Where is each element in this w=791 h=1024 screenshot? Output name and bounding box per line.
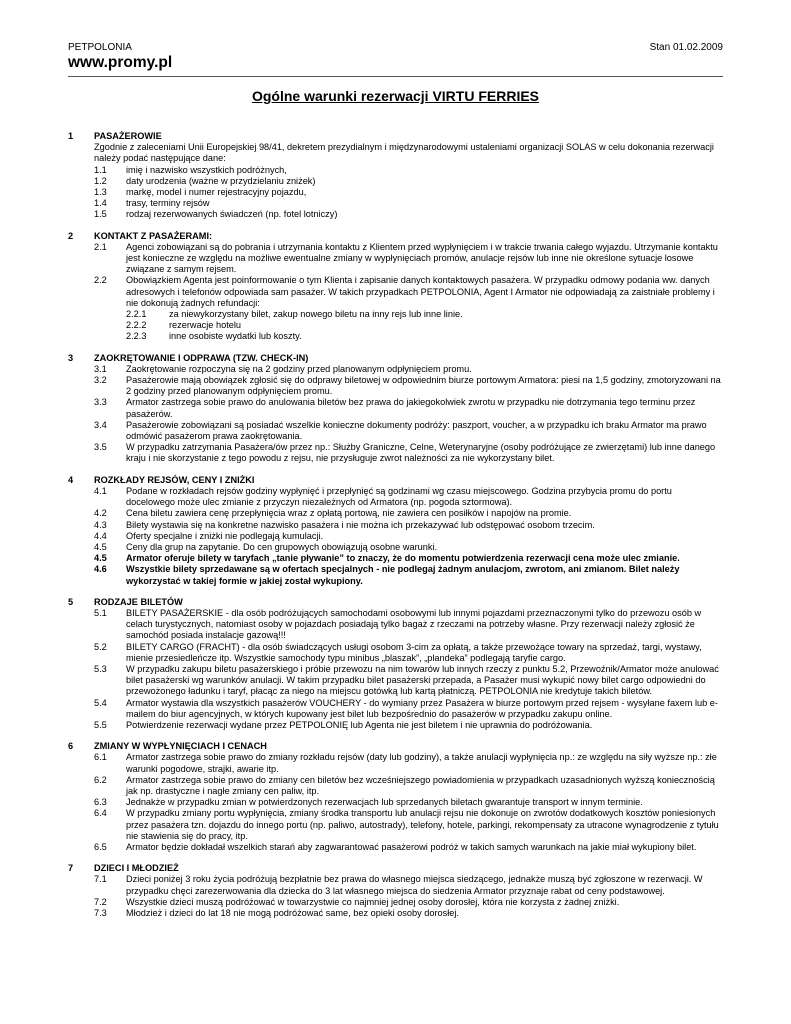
- clause-number: 5.4: [94, 697, 107, 708]
- section-number: 3: [68, 352, 74, 363]
- clause-text: trasy, terminy rejsów: [126, 198, 210, 209]
- section-heading: [68, 475, 723, 486]
- clause-number: 1.3: [94, 187, 107, 198]
- clause: [68, 520, 723, 531]
- clause-number: 6.3: [94, 797, 107, 808]
- section-heading: [68, 131, 723, 142]
- section-heading: [68, 863, 723, 874]
- section-number: 4: [68, 474, 74, 485]
- clause-number: 6.1: [94, 752, 107, 763]
- clause: [68, 508, 723, 519]
- clause-number: 1.2: [94, 175, 107, 186]
- clause-number: 7.1: [94, 874, 107, 885]
- clause-text: Bilety wystawia się na konkretne nazwisko pasażera i nie można ich przekazywać lub odstępować osobom trzecim.: [126, 519, 595, 530]
- clause-number: 4.6: [94, 564, 107, 575]
- clause-text: Wszystkie bilety sprzedawane są w ofertach specjalnych - nie podlegaj żadnym anulacjom, zwrotom, ani zmianom. Bilet należy wykorzystać w takiej formie w jakiej został wykupiony.: [126, 564, 680, 586]
- clause-text: Potwierdzenie rezerwacji wydane przez PETPOLONIĘ lub Agenta nie jest biletem i nie uprawnia do podróżowania.: [126, 719, 593, 730]
- clause: [68, 797, 723, 808]
- clause-number: 2.2.2: [126, 320, 147, 331]
- clause-text: Armator oferuje bilety w taryfach „tanie pływanie” to znaczy, że do momentu potwierdzenia rezerwacji cena może ulec zmianie.: [126, 553, 680, 564]
- section-heading: [68, 741, 723, 752]
- section-heading: [68, 231, 723, 242]
- sub-clause: [68, 320, 723, 331]
- clause-text: BILETY PASAŻERSKIE - dla osób podróżujących samochodami osobowymi lub innymi pojazdami przeznaczonymi tylko do przewozu osób w celach turystycznych, natomiast osoby w pojazdach posiadają tylko bagaż z rzeczami na potrzeby własne. Przy rezerwacji należy zgłosić że samochód posiada instalacje gazową!!!: [126, 607, 702, 641]
- clause-text: za niewykorzystany bilet, zakup nowego biletu na inny rejs lub inne linie.: [169, 309, 463, 320]
- clause-number: 6.5: [94, 841, 107, 852]
- clause-text: W przypadku zakupu biletu pasażerskiego i próbie przewozu na nim towarów lub innych rzeczy z punktu 5.2, Przewoźnik/Armator może anulować bilet pasażerski wg warunków anulacji. W takim przypadku bilet pasażerski przepada, a Pasażer musi wykupić nowy bilet cargo odpowiedni do przewożonego ładunku i taryf, płacąc za niego na miejscu gotówką lub kartą płatniczą. PETPOLONIA nie kredytuje takich biletów.: [126, 663, 719, 697]
- clause-text: Oferty specjalne i zniżki nie podlegają kumulacji.: [126, 530, 324, 541]
- company-name: PETPOLONIA: [68, 42, 132, 53]
- clause-number: 3.2: [94, 375, 107, 386]
- clause-text: Ceny dla grup na zapytanie. Do cen grupowych obowiązują osobne warunki.: [126, 541, 438, 552]
- clause-text: rezerwacje hotelu: [169, 320, 242, 331]
- clause: [68, 542, 723, 553]
- clause-number: 5.5: [94, 719, 107, 730]
- section-heading: [68, 353, 723, 364]
- clause: [68, 442, 723, 464]
- clause-text: Agenci zobowiązani są do pobrania i utrzymania kontaktu z Klientem przed wypłynięciem i w trakcie trwania całego wyjazdu. Utrzymanie kontaktu jest konieczne ze względu na możliwe ewentualne zmiany w wypłynięciach promów, anulacje rejsów lub inne nie określone sytuacje losowe związane z samym rejsem.: [126, 241, 718, 275]
- document-date: Stan 01.02.2009: [649, 42, 723, 53]
- clause-number: 1.1: [94, 164, 107, 175]
- clause-number: 4.3: [94, 519, 107, 530]
- clause-text: W przypadku zatrzymania Pasażera/ów przez np.: Służby Graniczne, Celne, Weterynaryjne (osoby podróżujące ze zwierzętami) lub inne danego kraju i nie skorzystanie z tego powodu z rejsu, nie przysługuje zwrot należności za nie wykorzystany bilet.: [126, 442, 716, 464]
- clause-number: 3.5: [94, 442, 107, 453]
- clause-number: 2.2.1: [126, 309, 147, 320]
- clause-number: 6.4: [94, 808, 107, 819]
- clause: [68, 420, 723, 442]
- clause-text: daty urodzenia (ważne w przydzielaniu zniżek): [126, 175, 316, 186]
- clause: [68, 698, 723, 720]
- clause: [68, 720, 723, 731]
- section: [68, 597, 723, 731]
- clause-text: markę, model i numer rejestracyjny pojazdu,: [126, 187, 307, 198]
- clause-text: Zaokrętowanie rozpoczyna się na 2 godziny przed planowanym odpłynięciem promu.: [126, 363, 472, 374]
- section: [68, 741, 723, 853]
- clause: [68, 664, 723, 698]
- clause-text: inne osobiste wydatki lub koszty.: [169, 331, 302, 342]
- section-title: DZIECI I MŁODZIEŻ: [94, 863, 179, 874]
- clause: [68, 242, 723, 276]
- clause-text: Wszystkie dzieci muszą podróżować w towarzystwie co najmniej jednej osoby dorosłej, która nie korzysta z żadnej zniżki.: [126, 896, 620, 907]
- clause-number: 3.4: [94, 419, 107, 430]
- clause: [68, 275, 723, 309]
- section-title: ZAOKRĘTOWANIE I ODPRAWA (TZW. CHECK-IN): [94, 352, 309, 363]
- section-number: 6: [68, 741, 74, 752]
- clause-text: Pasażerowie zobowiązani są posiadać wszelkie konieczne dokumenty podróży: paszport, voucher, a w przypadku ich braku Armator ma prawo odmówić pasażerom prawa zaokrętowania.: [126, 419, 707, 442]
- clause: [68, 808, 723, 842]
- clause-text: Dzieci poniżej 3 roku życia podróżują bezpłatnie bez prawa do własnego miejsca siedzącego, jednakże muszą być zgłoszone w rezerwacji. W przypadku chęci zarezerwowania dla dziecka do 3 lat własnego miejsca do siedzenia Armator przyznaje rabat od ceny podstawowej.: [126, 874, 703, 896]
- clause-number: 3.3: [94, 397, 107, 408]
- sub-clause: [68, 331, 723, 342]
- section: [68, 353, 723, 465]
- clause-text: W przypadku zmiany portu wypłynięcia, zmiany środka transportu lub anulacji rejsu nie dokonuje on zwrotów dodatkowych kosztów poniesionych przez pasażera tzn. dojazdu do innego portu (np. paliwo, autostrady), telefony, hotele, parkingi, rekompensaty za utracone wynagrodzenie z tytułu nie stawienia się do pracy, itp.: [126, 808, 719, 841]
- website-link[interactable]: www.promy.pl: [68, 54, 173, 71]
- header-divider: [68, 76, 723, 77]
- section-number: 5: [68, 596, 74, 607]
- clause-number: 4.2: [94, 508, 107, 519]
- section: [68, 231, 723, 343]
- clause-text: Armator wystawia dla wszystkich pasażerów VOUCHERY - do wymiany przez Pasażera w biurze portowym przed rejsem - wysyłane faxem lub e-mailem do biur agencyjnych, w których kupowany jest bilet lub bezpośrednio do pasażerów w przypadku zakupu online.: [126, 697, 718, 719]
- clause-text: Armator zastrzega sobie prawo do zmiany rozkładu rejsów (daty lub godziny), a także anulacji wypłynięcia np.: ze względu na siły wyższe np.: złe warunki pogodowe, strajki, awarie itp.: [126, 752, 717, 774]
- section: [68, 475, 723, 587]
- clause-text: Obowiązkiem Agenta jest poinformowanie o tym Klienta i zapisanie danych kontaktowych pasażera. W przypadku odmowy podania ww. danych adresowych i telefonów odpowiada sam pasażer. W takich przypadkach PETPOLONIA, Agent I Armator nie odpowiadają za zaistniałe problemy i nie dokonują żadnych refundacji:: [126, 275, 715, 308]
- clause-number: 1.4: [94, 198, 107, 209]
- clause: [68, 486, 723, 508]
- clause-text: Cena biletu zawiera cenę przepłynięcia wraz z opłatą portową, nie zawiera cen posiłków i napojów na promie.: [126, 508, 572, 519]
- clause: [68, 775, 723, 797]
- clause-number: 4.5: [94, 553, 107, 564]
- section: [68, 863, 723, 919]
- clause-number: 2.2.3: [126, 331, 147, 342]
- sub-clause: [68, 309, 723, 320]
- clause-number: 5.1: [94, 607, 107, 618]
- section: [68, 131, 723, 221]
- section-title: RODZAJE BILETÓW: [94, 596, 183, 607]
- section-title: PASAŻEROWIE: [94, 131, 162, 141]
- clause: [68, 897, 723, 908]
- clause: [68, 531, 723, 542]
- clause: [68, 553, 723, 564]
- page-title: Ogólne warunki rezerwacji VIRTU FERRIES: [251, 88, 540, 104]
- clause-number: 7.2: [94, 896, 107, 907]
- clause-number: 7.3: [94, 908, 107, 918]
- clause: [68, 752, 723, 774]
- clause-number: 2.1: [94, 241, 107, 252]
- clause: [68, 165, 723, 176]
- section-intro: Zgodnie z zaleceniami Unii Europejskiej 98/41, dekretem prezydialnym i międzynarodowymi ustaleniami organizacji SOLAS w celu dokonania rezerwacji należy podać następujące dane:: [94, 142, 714, 164]
- section-number: 2: [68, 230, 74, 241]
- section-number: 1: [68, 131, 74, 141]
- clause: [68, 908, 723, 919]
- section-title: KONTAKT Z PASAŻERAMI:: [94, 230, 213, 241]
- clause-text: Podane w rozkładach rejsów godziny wypłynięć i przepłynięć są godzinami wg czasu miejscowego. Godzina przybycia promu do portu docelowego może ulec zmianie z przyczyn niezależnych od Armatora (np. pogoda sztormowa).: [126, 485, 672, 508]
- clause: [68, 187, 723, 198]
- clause-number: 1.5: [94, 209, 107, 220]
- clause-text: Jednakże w przypadku zmian w potwierdzonych rezerwacjach lub sprzedanych biletach gwarantuje transport w innym terminie.: [126, 797, 643, 808]
- clause-text: Armator zastrzega sobie prawo do zmiany cen biletów bez wcześniejszego powiadomienia w przypadkach uzasadnionych wyższą koniecznością jak np. drastyczne i nagłe zmiany cen paliw, itp.: [126, 774, 715, 796]
- clause-text: rodzaj rezerwowanych świadczeń (np. fotel lotniczy): [126, 209, 338, 220]
- clause-text: Pasażerowie mają obowiązek zgłosić się do odprawy biletowej w odpowiednim biurze portowym Armatora: piesi na 1,5 godziny, zmotoryzowani na 2 godziny przed planowanym odpłynięciem promu.: [126, 375, 721, 397]
- clause-text: imię i nazwisko wszystkich podróżnych,: [126, 164, 287, 175]
- clause: [68, 198, 723, 209]
- clause-number: 4.4: [94, 530, 107, 541]
- clause: [68, 397, 723, 419]
- section-heading: [68, 597, 723, 608]
- clause: [68, 842, 723, 853]
- clause-text: Armator będzie dokładał wszelkich starań aby zagwarantować pasażerowi podróż w takich samych warunkach na jakie miał wykupiony bilet.: [126, 841, 697, 852]
- clause: [68, 364, 723, 375]
- clause-number: 4.5: [94, 541, 107, 552]
- clause-number: 4.1: [94, 485, 107, 496]
- clause-number: 5.3: [94, 663, 107, 674]
- clause: [68, 176, 723, 187]
- clause-text: BILETY CARGO (FRACHT) - dla osób świadczących usługi osobom 3-cim za opłatą, a także przewożące towary na sprzedaż, targi, wystawy, mienie przesiedleńcze itp. Wszystkie samochody typu minibus „blaszak”, „plandeka” podlegają taryfie cargo.: [126, 641, 702, 663]
- clause-number: 2.2: [94, 275, 107, 286]
- section-title: ZMIANY W WYPŁYNIĘCIACH I CENACH: [94, 741, 267, 752]
- section-title: ROZKŁADY REJSÓW, CENY I ZNIŻKI: [94, 474, 255, 485]
- section-number: 7: [68, 863, 74, 874]
- clause: [68, 564, 723, 586]
- clause: [68, 874, 723, 896]
- clause-text: Młodzież i dzieci do lat 18 nie mogą podróżować same, bez opieki osoby dorosłej.: [126, 908, 459, 918]
- clause-number: 6.2: [94, 774, 107, 785]
- clause-number: 5.2: [94, 641, 107, 652]
- clause-number: 3.1: [94, 363, 107, 374]
- clause: [68, 642, 723, 664]
- document-body: [68, 131, 723, 929]
- clause: [68, 608, 723, 642]
- clause: [68, 375, 723, 397]
- clause-text: Armator zastrzega sobie prawo do anulowania biletów bez prawa do jakiegokolwiek zwrotu w przypadku nie dotrzymania tego terminu przez pasażerów.: [126, 397, 696, 419]
- clause: [68, 209, 723, 220]
